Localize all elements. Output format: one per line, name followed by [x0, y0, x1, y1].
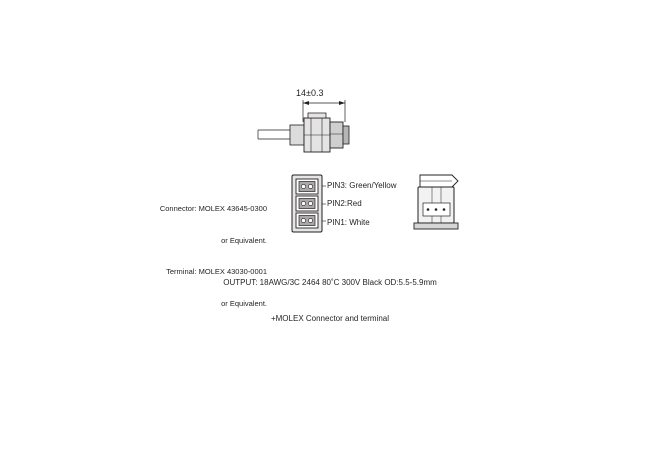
pin1-cavity: [296, 213, 318, 228]
output-line-2: +MOLEX Connector and terminal: [270, 314, 390, 323]
cable-boot: [290, 125, 304, 145]
pin2-cavity: [296, 196, 318, 211]
connector-front-view: [292, 175, 326, 232]
spec-line-terminal-alt: or Equivalent.: [221, 298, 267, 308]
terminal-base: [414, 223, 458, 229]
spec-line-connector-alt: or Equivalent.: [221, 235, 267, 245]
dimension-label: 14±0.3: [296, 88, 324, 98]
pin1-label: PIN1: White: [327, 218, 370, 227]
pin2-label: PIN2:Red: [327, 199, 362, 208]
connector-nose-tip: [343, 126, 349, 144]
output-spec-block: [140, 253, 520, 337]
pin3-label: PIN3: Green/Yellow: [327, 181, 397, 190]
spec-line-connector: Connector: MOLEX 43645-0300: [159, 204, 267, 213]
output-line-1: OUTPUT: 18AWG/3C 2464 80˚C 300V Black OD:5.5-5.9mm: [223, 278, 437, 287]
top-assembly: [258, 100, 349, 152]
connector-latch: [308, 113, 326, 118]
pin3-cavity: [296, 179, 318, 194]
terminal-detail-view: [414, 175, 458, 229]
cable-lead: [258, 130, 290, 139]
pin-leader-lines: [322, 186, 326, 221]
spec-line-terminal: Terminal: MOLEX 43030-0001: [166, 267, 267, 276]
connector-nose: [330, 122, 343, 148]
